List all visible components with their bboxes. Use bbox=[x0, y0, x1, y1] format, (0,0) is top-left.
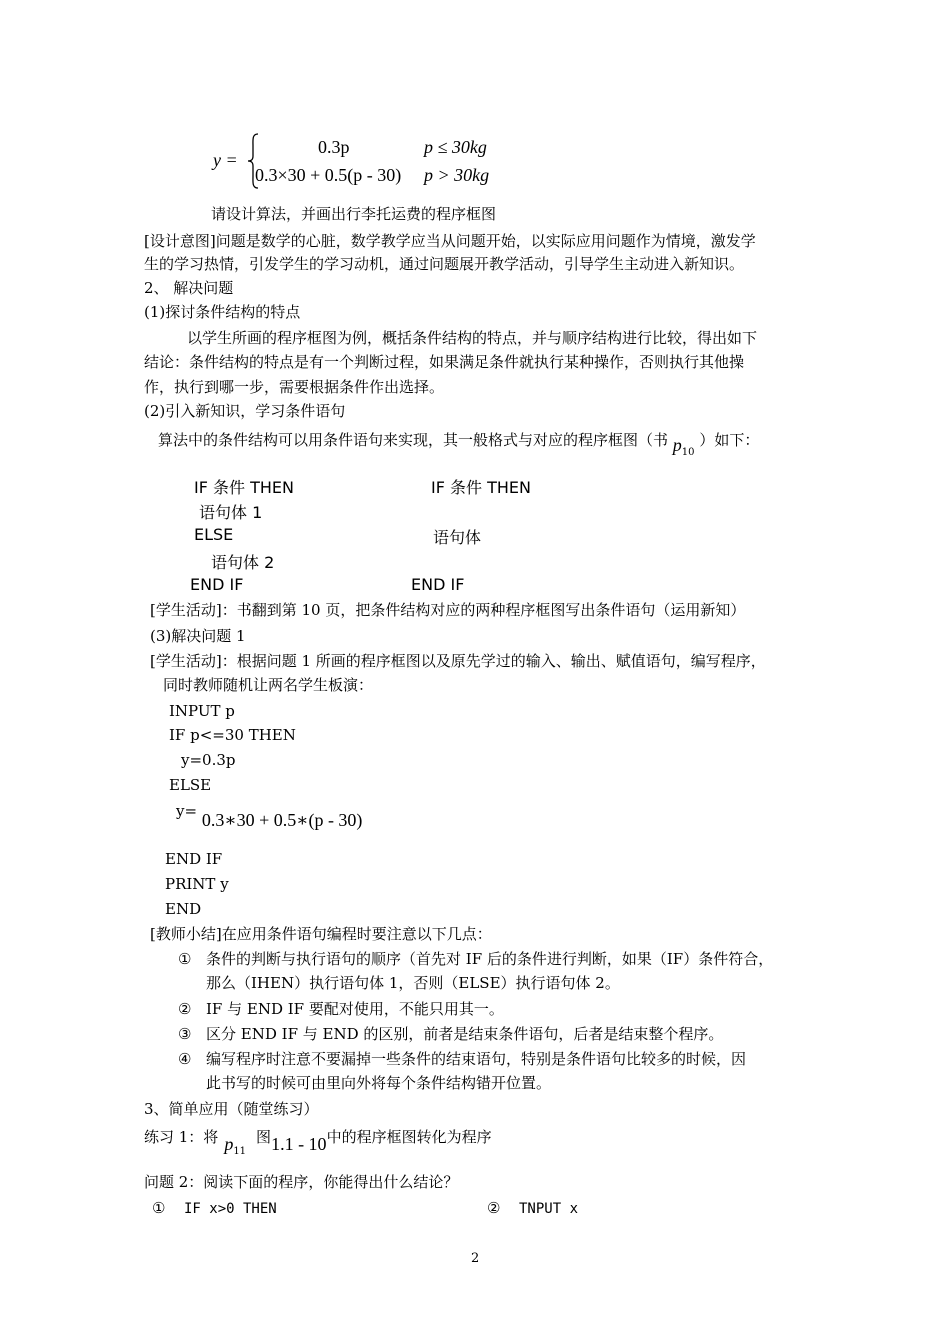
program-line-end: END bbox=[165, 900, 202, 918]
paragraph-design-intent-1: [设计意图]问题是数学的心脏，数学教学应当从问题开始，以实际应用问题作为情境，激发学 bbox=[144, 232, 756, 250]
syntax-right-body: 语句体 bbox=[433, 528, 482, 547]
summary-item-4-line1: 编写程序时注意不要漏掉一些条件的结束语句，特别是条件语句比较多的时候，因 bbox=[206, 1050, 747, 1068]
exercise-1-fig: 1.1 - 10 bbox=[271, 1134, 327, 1154]
program-y2-pre: y= bbox=[176, 802, 198, 820]
formula-case1-expr bbox=[318, 137, 350, 158]
summary-item-1 bbox=[178, 948, 773, 970]
summary-item-1-num: ① bbox=[178, 950, 192, 968]
general-format-sub: 10 bbox=[681, 447, 695, 458]
formula-case2-expr bbox=[255, 165, 401, 186]
syntax-left-body1: 语句体 1 bbox=[199, 503, 263, 522]
paragraph-design-task: 请设计算法，并画出行李托运费的程序框图 bbox=[211, 205, 497, 223]
subheading-solve-1: (3)解决问题 1 bbox=[150, 627, 246, 645]
formula-case2-cond bbox=[424, 165, 489, 186]
paragraph-general-format bbox=[158, 428, 760, 458]
summary-item-1-line1: 条件的判断与执行语句的顺序（首先对 IF 后的条件进行判断，如果（IF）条件符合， bbox=[206, 950, 774, 968]
program-line-endif: END IF bbox=[165, 850, 223, 868]
formula-y-label bbox=[213, 150, 238, 171]
syntax-left-if: IF 条件 THEN bbox=[194, 478, 294, 497]
summary-item-3-line1: 区分 END IF 与 END 的区别，前者是结束条件语句，后者是结束整个程序。 bbox=[206, 1025, 724, 1043]
program-y2-expr: 0.3∗30 + 0.5∗(p - 30) bbox=[201, 810, 363, 830]
summary-item-1-cont: 那么（IHEN）执行语句体 1，否则（ELSE）执行语句体 2。 bbox=[206, 974, 620, 992]
formula-case2-expr-text: 0.3×30 + 0.5(p - 30) bbox=[255, 165, 402, 185]
program-line-print: PRINT y bbox=[165, 875, 229, 893]
summary-item-3 bbox=[178, 1023, 723, 1045]
syntax-left-body2: 语句体 2 bbox=[211, 553, 275, 572]
exercise-1-mid: 图 bbox=[256, 1128, 272, 1146]
paragraph-explore-2: 结论：条件结构的特点是有一个判断过程，如果满足条件就执行某种操作，否则执行其他操 bbox=[144, 353, 745, 371]
paragraph-explore-3: 作，执行到哪一步，需要根据条件作出选择。 bbox=[144, 378, 445, 396]
formula-case1-cond-text: p ≤ 30kg bbox=[424, 137, 487, 157]
page-number: 2 bbox=[471, 1251, 480, 1266]
formula-case1-expr-text: 0.3p bbox=[318, 137, 350, 157]
question-2-program-2-code: TNPUT x bbox=[519, 1201, 579, 1217]
program-line-y1: y=0.3p bbox=[181, 751, 236, 769]
syntax-left-endif: END IF bbox=[190, 575, 244, 594]
general-format-pre: 算法中的条件结构可以用条件语句来实现，其一般格式与对应的程序框图（书 bbox=[158, 431, 669, 449]
question-2-program-1 bbox=[152, 1197, 277, 1220]
section-heading-practice: 3、简单应用（随堂练习） bbox=[144, 1100, 319, 1118]
formula-case1-cond bbox=[424, 137, 487, 158]
syntax-right-endif: END IF bbox=[411, 575, 465, 594]
paragraph-explore-1: 以学生所画的程序框图为例，概括条件结构的特点，并与顺序结构进行比较，得出如下 bbox=[187, 329, 758, 347]
summary-item-2-num: ② bbox=[178, 1000, 192, 1018]
formula-case2-cond-text: p > 30kg bbox=[424, 165, 490, 185]
activity-page10: [学生活动]：书翻到第 10 页，把条件结构对应的两种程序框图写出条件语句（运用新知） bbox=[150, 601, 746, 619]
program-line-if: IF p<=30 THEN bbox=[169, 726, 296, 744]
program-line-y2 bbox=[176, 799, 363, 830]
syntax-right-if: IF 条件 THEN bbox=[431, 478, 531, 497]
question-2-program-2-num: ② bbox=[487, 1199, 501, 1217]
activity-program-2: 同时教师随机让两名学生板演： bbox=[163, 676, 374, 694]
section-heading-solve: 2、 解决问题 bbox=[144, 279, 234, 297]
exercise-1-post: 中的程序框图转化为程序 bbox=[326, 1128, 492, 1146]
summary-title: [教师小结]在应用条件语句编程时要注意以下几点： bbox=[150, 925, 492, 943]
question-2-program-2 bbox=[487, 1197, 578, 1220]
syntax-left-else: ELSE bbox=[194, 525, 234, 544]
summary-item-4 bbox=[178, 1048, 746, 1070]
summary-item-2-line1: IF 与 END IF 要配对使用，不能只用其一。 bbox=[206, 1000, 504, 1018]
general-format-p: p bbox=[672, 435, 682, 455]
exercise-1 bbox=[144, 1125, 492, 1157]
subheading-explore: (1)探讨条件结构的特点 bbox=[144, 303, 301, 321]
activity-program-1: [学生活动]：根据问题 1 所画的程序框图以及原先学过的输入、输出、赋值语句，编写程序， bbox=[150, 652, 766, 670]
paragraph-design-intent-2: 生的学习热情，引发学生的学习动机，通过问题展开教学活动，引导学生主动进入新知识。 bbox=[144, 255, 745, 273]
exercise-1-p: p bbox=[224, 1134, 234, 1154]
question-2-program-1-code: IF x>0 THEN bbox=[184, 1201, 277, 1217]
summary-item-4-num: ④ bbox=[178, 1050, 192, 1068]
exercise-1-pre: 练习 1：将 bbox=[144, 1128, 219, 1146]
summary-item-2 bbox=[178, 998, 504, 1020]
question-2: 问题 2：阅读下面的程序，你能得出什么结论？ bbox=[144, 1173, 459, 1191]
program-line-input: INPUT p bbox=[169, 702, 235, 720]
subheading-introduce: (2)引入新知识，学习条件语句 bbox=[144, 402, 346, 420]
formula-y-label-text: y = bbox=[213, 150, 238, 170]
summary-item-4-cont: 此书写的时候可由里向外将每个条件结构错开位置。 bbox=[206, 1074, 552, 1092]
general-format-post: ）如下： bbox=[699, 431, 760, 449]
question-2-program-1-num: ① bbox=[152, 1199, 166, 1217]
exercise-1-sub: 11 bbox=[233, 1146, 247, 1157]
summary-item-3-num: ③ bbox=[178, 1025, 192, 1043]
program-line-else: ELSE bbox=[169, 776, 212, 794]
